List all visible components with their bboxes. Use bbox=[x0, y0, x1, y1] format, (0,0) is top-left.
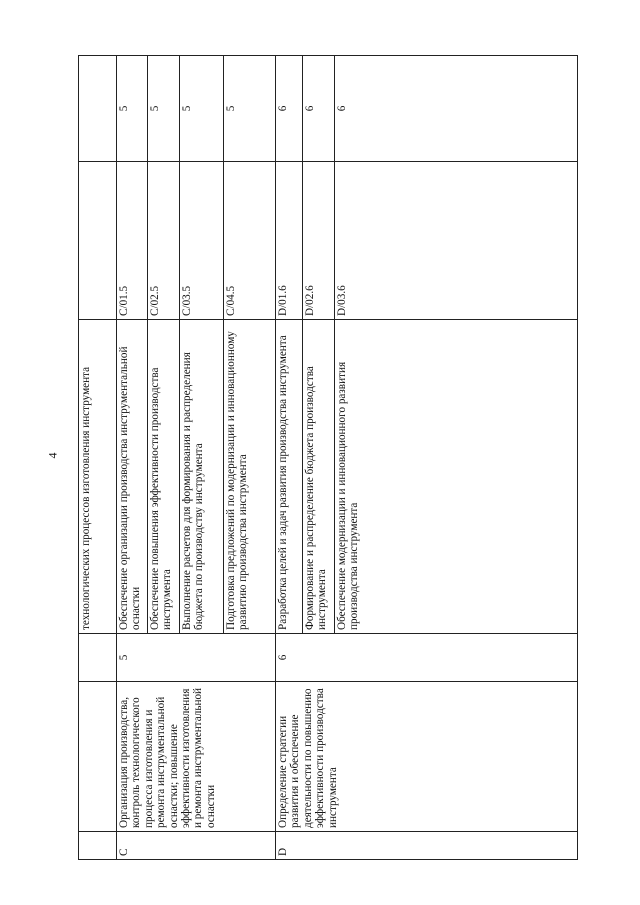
function-name-cell: Выполнение расчетов для формирования и распределения бюджета по производству инструмента bbox=[180, 320, 224, 634]
function-name-cell: Разработка целей и задач развития производства инструмента bbox=[276, 320, 303, 634]
function-code-cell: C/04.5 bbox=[224, 162, 276, 320]
function-level-cell: 6 bbox=[276, 56, 303, 162]
function-name-cell: Подготовка предложений по модернизации и инновационному развитию производства инструмента bbox=[224, 320, 276, 634]
function-level-cell: 5 bbox=[148, 56, 180, 162]
group-level-cell: 5 bbox=[117, 634, 276, 682]
function-name-cell: Формирование и распределение бюджета производства инструмента bbox=[303, 320, 335, 634]
empty-cell bbox=[79, 682, 117, 832]
function-level-cell: 6 bbox=[303, 56, 335, 162]
function-name-cell: Обеспечение модернизации и инновационного развития производства инструмента bbox=[335, 320, 578, 634]
function-code-cell: C/02.5 bbox=[148, 162, 180, 320]
rotated-table bbox=[78, 56, 578, 860]
empty-cell bbox=[79, 162, 117, 320]
function-code-cell: D/02.6 bbox=[303, 162, 335, 320]
table-row bbox=[276, 56, 303, 860]
empty-cell bbox=[79, 56, 117, 162]
function-code-cell: D/03.6 bbox=[335, 162, 578, 320]
page-number: 4 bbox=[45, 452, 60, 459]
table-row bbox=[117, 56, 148, 860]
function-level-cell: 5 bbox=[180, 56, 224, 162]
group-name-cell: Определение стратегии развития и обеспечение деятельности по повышению эффективности производства инструмента bbox=[276, 682, 578, 832]
function-name-cell: технологических процессов изготовления инструмента bbox=[79, 320, 117, 634]
group-name-cell: Организация производства, контроль технологического процесса изготовления и ремонта инструментальной оснастки; повышение эффективности изготовления и ремонта инструментальной оснастки bbox=[117, 682, 276, 832]
function-code-cell: C/01.5 bbox=[117, 162, 148, 320]
functions-table bbox=[78, 55, 578, 860]
table-row-top bbox=[79, 56, 117, 860]
function-level-cell: 6 bbox=[335, 56, 578, 162]
group-code-cell: C bbox=[117, 832, 276, 860]
function-code-cell: C/03.5 bbox=[180, 162, 224, 320]
function-level-cell: 5 bbox=[117, 56, 148, 162]
empty-cell bbox=[79, 832, 117, 860]
function-level-cell: 5 bbox=[224, 56, 276, 162]
function-code-cell: D/01.6 bbox=[276, 162, 303, 320]
rotated-table-wrapper bbox=[78, 56, 578, 860]
function-name-cell: Обеспечение организации производства инструментальной оснастки bbox=[117, 320, 148, 634]
group-code-cell: D bbox=[276, 832, 578, 860]
group-level-cell: 6 bbox=[276, 634, 578, 682]
empty-cell bbox=[79, 634, 117, 682]
function-name-cell: Обеспечение повышения эффективности производства инструмента bbox=[148, 320, 180, 634]
